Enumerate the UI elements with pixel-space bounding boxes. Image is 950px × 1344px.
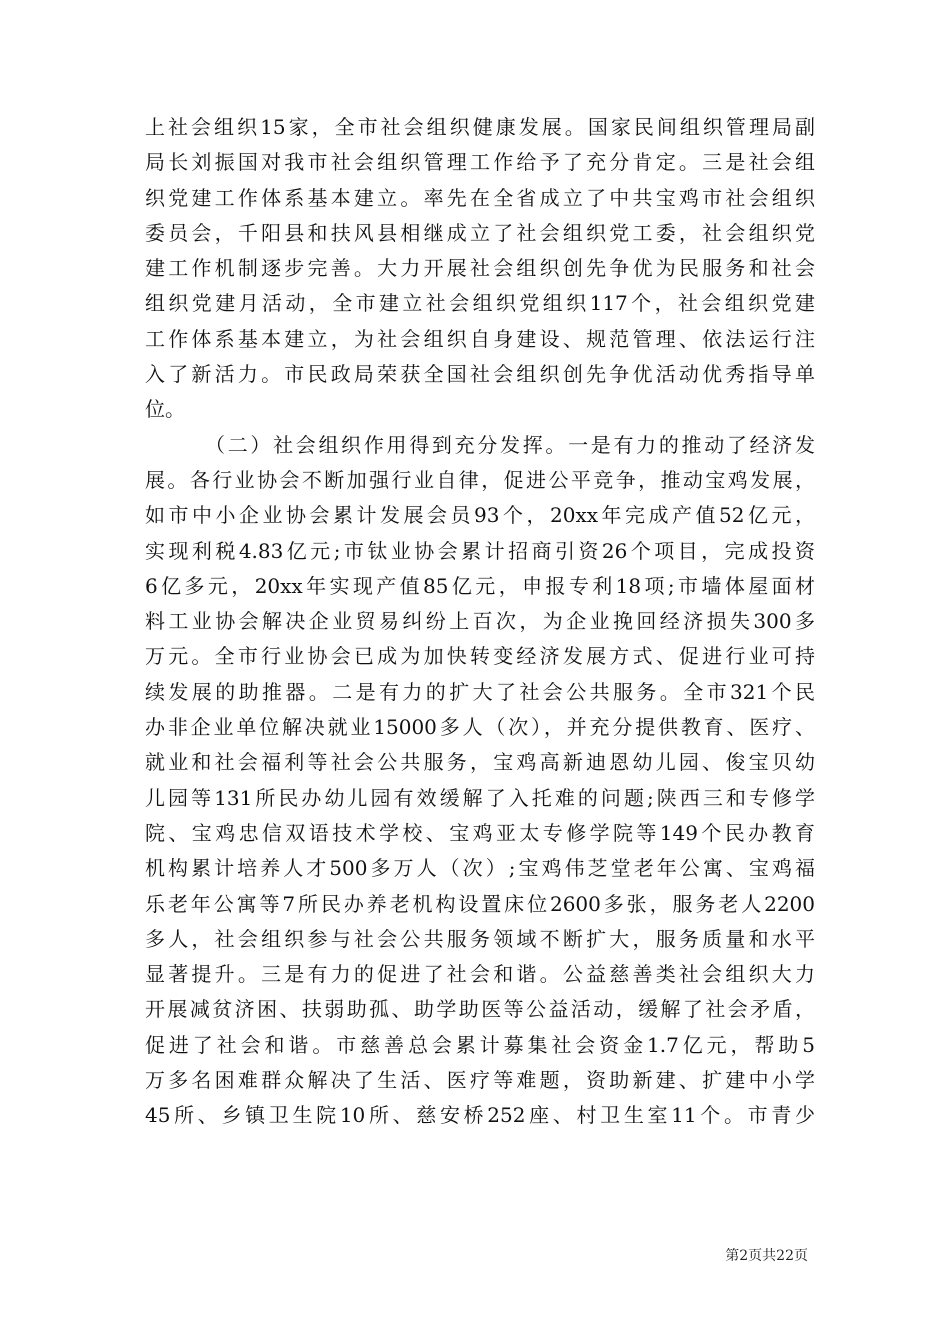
text-line: 建工作机制逐步完善。大力开展社会组织创先争优为民服务和社会	[145, 256, 815, 281]
text-line: 委员会，千阳县和扶风县相继成立了社会组织党工委，社会组织党	[145, 220, 815, 245]
text-line: 位。	[145, 397, 185, 422]
section-heading-line: （二）社会组织作用得到充分发挥。一是有力的推动了经济发	[205, 432, 815, 457]
text-line: 实现利税4.83亿元;市钛业协会累计招商引资26个项目，完成投资	[145, 538, 815, 563]
text-line: 展。各行业协会不断加强行业自律，促进公平竞争，推动宝鸡发展，	[145, 467, 815, 492]
text-line: 料工业协会解决企业贸易纠纷上百次，为企业挽回经济损失300多	[145, 609, 815, 634]
text-line: 45所、乡镇卫生院10所、慈安桥252座、村卫生室11个。市青少	[145, 1103, 815, 1128]
text-line: 组织党建月活动，全市建立社会组织党组织117个，社会组织党建	[145, 291, 815, 316]
text-line: 促进了社会和谐。市慈善总会累计募集社会资金1.7亿元，帮助5	[145, 1032, 815, 1057]
text-line: 如市中小企业协会累计发展会员93个，20xx年完成产值52亿元，	[145, 503, 815, 528]
text-line: 入了新活力。市民政局荣获全国社会组织创先争优活动优秀指导单	[145, 362, 815, 387]
text-line: 续发展的助推器。二是有力的扩大了社会公共服务。全市321个民	[145, 679, 815, 704]
text-line: 多人，社会组织参与社会公共服务领域不断扩大，服务质量和水平	[145, 926, 815, 951]
text-line: 6亿多元，20xx年实现产值85亿元，申报专利18项;市墙体屋面材	[145, 573, 815, 598]
text-line: 开展减贫济困、扶弱助孤、助学助医等公益活动，缓解了社会矛盾，	[145, 997, 815, 1022]
page-number-footer: 第2页共22页	[725, 1248, 808, 1264]
text-line: 乐老年公寓等7所民办养老机构设置床位2600多张，服务老人2200	[145, 891, 815, 916]
text-line: 显著提升。三是有力的促进了社会和谐。公益慈善类社会组织大力	[145, 962, 815, 987]
text-line: 办非企业单位解决就业15000多人（次），并充分提供教育、医疗、	[145, 715, 815, 740]
text-line: 上社会组织15家，全市社会组织健康发展。国家民间组织管理局副	[145, 115, 815, 139]
text-line: 工作体系基本建立，为社会组织自身建设、规范管理、依法运行注	[145, 326, 815, 351]
text-line: 万元。全市行业协会已成为加快转变经济发展方式、促进行业可持	[145, 644, 815, 669]
body-text	[145, 110, 815, 1134]
text-line: 儿园等131所民办幼儿园有效缓解了入托难的问题;陕西三和专修学	[145, 785, 815, 810]
text-line: 万多名困难群众解决了生活、医疗等难题，资助新建、扩建中小学	[145, 1068, 815, 1093]
text-line: 院、宝鸡忠信双语技术学校、宝鸡亚太专修学院等149个民办教育	[145, 820, 815, 845]
text-line: 局长刘振国对我市社会组织管理工作给予了充分肯定。三是社会组	[145, 150, 815, 175]
text-line: 织党建工作体系基本建立。率先在全省成立了中共宝鸡市社会组织	[145, 185, 815, 210]
text-line: 就业和社会福利等社会公共服务，宝鸡高新迪恩幼儿园、俊宝贝幼	[145, 750, 815, 775]
text-line: 机构累计培养人才500多万人（次）;宝鸡伟芝堂老年公寓、宝鸡福	[145, 856, 815, 881]
